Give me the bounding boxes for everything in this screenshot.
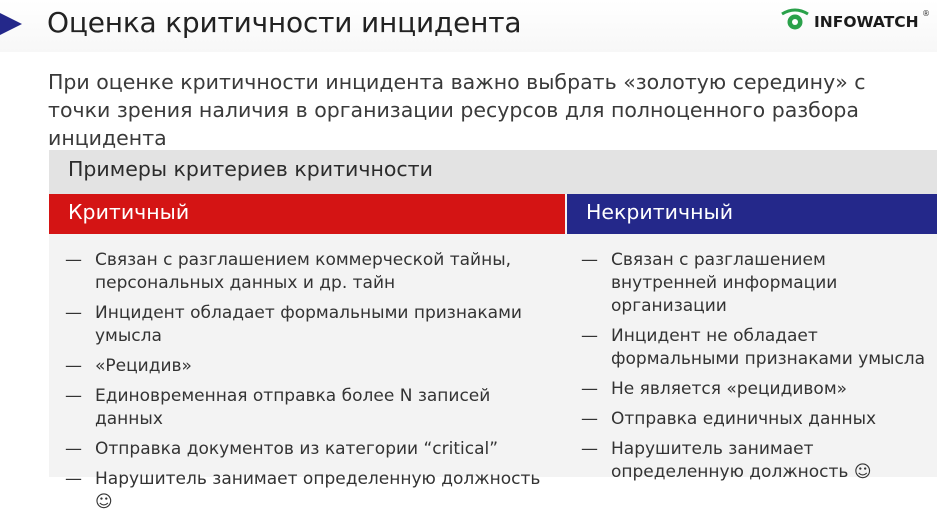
intro-text: При оценке критичности инцидента важно выбрать «золотую середину» с точки зрения наличия в организации ресурсов для полноценного разбора инцидента (48, 70, 866, 150)
noncritical-criteria-list (581, 249, 937, 491)
list-item: — Связан с разглашением коммерческой тайны, персональных данных и др. тайн (65, 249, 560, 295)
list-item: — Отправка документов из категории “critical” (65, 438, 560, 461)
logo-registered-mark: ® (922, 9, 930, 18)
list-item: — Нарушитель занимает определенную должность ☺ (65, 468, 560, 514)
critical-criteria-list (65, 249, 560, 521)
logo-text: INFOWATCH (814, 13, 919, 31)
list-item: — «Рецидив» (65, 355, 560, 378)
eye-logo-icon (778, 7, 812, 37)
noncritical-column-label: Некритичный (586, 200, 734, 224)
infowatch-logo (778, 4, 930, 44)
noncritical-column-header (567, 194, 937, 234)
list-item: — Связан с разглашением внутренней информации организации (581, 249, 937, 318)
criteria-panel (49, 150, 937, 512)
list-item: — Инцидент обладает формальными признаками умысла (65, 302, 560, 348)
panel-heading-text: Примеры критериев критичности (68, 157, 433, 181)
list-item: — Нарушитель занимает определенную должность ☺ (581, 438, 937, 484)
list-item: — Единовременная отправка более N записей данных (65, 385, 560, 431)
panel-heading (49, 150, 937, 194)
slide-title: Оценка критичности инцидента (47, 6, 522, 39)
list-item: — Отправка единичных данных (581, 408, 937, 431)
list-item: — Инцидент не обладает формальными признаками умысла (581, 325, 937, 371)
critical-column-label: Критичный (68, 200, 190, 224)
critical-column-header (49, 194, 565, 234)
title-arrow-icon (0, 13, 22, 35)
list-item: — Не является «рецидивом» (581, 378, 937, 401)
